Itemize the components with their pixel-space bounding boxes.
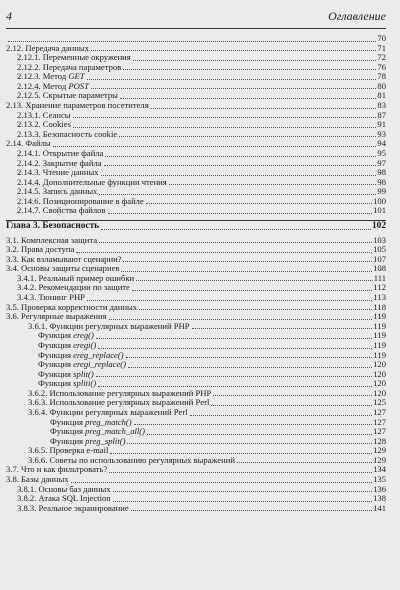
toc-entry-label: 3.3. Как взламывают сценарии? (6, 253, 122, 264)
dot-leader (101, 174, 377, 176)
dot-leader (53, 145, 377, 147)
dot-leader (8, 40, 376, 42)
toc-page-number: 107 (373, 253, 386, 264)
dot-leader (119, 135, 376, 137)
toc-entry-label: 3.6.1. Функции регулярных выражений PHP (28, 320, 190, 331)
toc-page-number: 120 (373, 359, 386, 370)
toc-entry-label: 3.8.1. Основы баз данных (17, 483, 111, 494)
dot-leader (211, 404, 372, 406)
toc-chapter-entry[interactable] (6, 222, 386, 232)
toc-entry-label: 3.6. Регулярные выражения (6, 311, 107, 322)
toc-entry-label: 3.6.4. Функции регулярных выражений Perl (28, 406, 188, 417)
page-number: 4 (6, 9, 12, 23)
toc-page-number: 108 (373, 263, 386, 274)
dot-leader (99, 193, 376, 195)
toc-page-number: 95 (377, 147, 386, 158)
toc-page-number: 112 (373, 282, 386, 293)
toc-entry-label: 3.4.3. Тюнинг PHP (17, 292, 85, 303)
dot-leader (96, 337, 373, 339)
toc-entry-label: 3.6.6. Советы по использованию регулярных выражений (28, 454, 235, 465)
toc-entry-label: 2.14.5. Запись данных (17, 186, 98, 197)
toc-entry-label: 2.13.3. Безопасность cookie (17, 128, 118, 139)
toc-page-number: 78 (377, 71, 386, 82)
toc-entry-label: 3.7. Что и как фильтровать? (6, 464, 108, 475)
dot-leader (96, 375, 372, 377)
dot-leader (87, 78, 377, 80)
toc-entry[interactable] (6, 130, 386, 140)
toc-page-number: 97 (377, 157, 386, 168)
toc-entry-label: Функция preg_match_all() (50, 426, 145, 437)
dot-leader (76, 251, 372, 253)
toc-entry-label: 2.14. Файлы (6, 138, 51, 149)
dot-leader (110, 452, 372, 454)
toc-entry[interactable] (6, 504, 386, 514)
toc-page-number: 101 (373, 205, 386, 216)
toc-page-number: 70 (377, 33, 386, 43)
toc-page-number: 119 (373, 339, 386, 350)
toc-page-number: 135 (373, 474, 386, 485)
toc-entry-label: 3.4. Основы защиты сценариев (6, 263, 120, 274)
toc-page-number: 72 (377, 52, 386, 63)
toc-entry-label: 2.12.4. Метод POST (17, 80, 89, 91)
toc-entry-label: 2.12.5. Скрытые параметры (17, 90, 118, 101)
toc-entry-label: Функция split() (38, 368, 94, 379)
dot-leader (104, 164, 377, 166)
toc-page-number: 120 (373, 378, 386, 389)
toc-entry-label: 3.8.2. Атака SQL Injection (17, 493, 111, 504)
dot-leader (108, 212, 373, 214)
toc-entry[interactable] (6, 206, 386, 216)
toc-page-number: 134 (373, 464, 386, 475)
toc-entry-label: 2.12.2. Передача параметров (17, 61, 122, 72)
toc-entry-label: Функция ereg_replace() (38, 349, 124, 360)
toc-page-number: 100 (373, 195, 386, 206)
toc-page-number: 119 (373, 320, 386, 331)
dot-leader (133, 59, 377, 61)
dot-leader (192, 327, 373, 329)
toc-entry-label: 3.8.3. Реальное экранирование (17, 502, 129, 513)
toc-page-number: 136 (373, 483, 386, 494)
toc-entry-label: 3.8. Базы данных (6, 474, 69, 485)
toc-page-number: 113 (373, 292, 386, 303)
toc-page-number: 91 (377, 119, 386, 130)
toc-page-number: 87 (377, 109, 386, 120)
dot-leader (73, 126, 376, 128)
toc-page-number: 102 (371, 220, 386, 231)
toc-page-number: 118 (373, 301, 386, 312)
toc-page-number: 93 (377, 128, 386, 139)
dot-leader (151, 107, 377, 109)
dot-leader (126, 356, 373, 358)
toc-entry-label: Глава 3. Безопасность (6, 220, 100, 231)
toc-entry-label: Функция ereg() (38, 330, 94, 341)
toc-page-number: 99 (377, 186, 386, 197)
toc-entry-label: Функция preg_match() (50, 416, 132, 427)
toc-entry-label: 2.14.3. Чтение данных (17, 167, 99, 178)
toc-page-number: 111 (373, 272, 386, 283)
dot-leader (121, 270, 372, 272)
toc-page-number: 138 (373, 493, 386, 504)
toc-page-number: 127 (373, 406, 386, 417)
toc-page-number: 80 (377, 80, 386, 91)
toc-entry-label: Функция preg_split() (50, 435, 126, 446)
toc-page-number: 125 (373, 397, 386, 408)
dot-leader (73, 116, 377, 118)
toc-page-number: 76 (377, 61, 386, 72)
dot-leader (113, 500, 373, 502)
toc-page-number: 83 (377, 100, 386, 111)
toc-entry-label: 2.14.4. Дополнительные функции чтения (17, 176, 167, 187)
dot-leader (146, 202, 372, 204)
dot-leader (134, 423, 372, 425)
toc-page-number: 81 (377, 90, 386, 101)
toc-page-number: 129 (373, 445, 386, 456)
dot-leader (105, 155, 376, 157)
toc-entry-label: Функция eregi_replace() (38, 359, 126, 370)
toc-page-number: 119 (373, 330, 386, 341)
toc-entry-label: Функция eregi() (38, 339, 97, 350)
dot-leader (99, 241, 372, 243)
dot-leader (131, 509, 372, 511)
toc-page-number: 119 (373, 349, 386, 360)
toc-entry-label: 3.5. Проверка корректности данных (6, 301, 138, 312)
dot-leader (237, 461, 372, 463)
toc-entry-label: Функция spliti() (38, 378, 97, 389)
toc-page-number: 129 (373, 454, 386, 465)
toc-entry-label: 3.2. Права доступа (6, 244, 75, 255)
toc-entry-label: 2.14.1. Открытие файла (17, 147, 104, 158)
dot-leader (128, 366, 372, 368)
dot-leader (139, 308, 372, 310)
toc-entry-label: 2.13. Хранение параметров посетителя (6, 100, 149, 111)
dot-leader (109, 318, 373, 320)
dot-leader (91, 87, 377, 89)
dot-leader (123, 260, 372, 262)
dot-leader (169, 183, 377, 185)
toc-entry-label: 2.13.2. Cookies (17, 119, 71, 130)
toc-page-number: 103 (373, 234, 386, 245)
dot-leader (136, 279, 373, 281)
dot-leader (120, 97, 376, 99)
toc-page-number: 94 (377, 138, 386, 149)
running-head-title: Оглавление (328, 9, 386, 23)
dot-leader (213, 394, 372, 396)
table-of-contents (6, 34, 386, 513)
dot-leader (147, 433, 372, 435)
toc-entry-label: 3.6.3. Использование регулярных выражений Perl (28, 397, 210, 408)
toc-page-number: 98 (377, 176, 386, 187)
toc-entry-label: 3.6.2. Использование регулярных выражений PHP (28, 387, 212, 398)
toc-page-number: 71 (377, 42, 386, 53)
dot-leader (87, 299, 372, 301)
page-header (6, 4, 386, 29)
toc-entry-label: 2.14.6. Позиционирование в файле (17, 195, 144, 206)
toc-page-number: 141 (373, 502, 386, 513)
toc-page-number: 128 (373, 435, 386, 446)
dot-leader (190, 414, 373, 416)
dot-leader (71, 481, 373, 483)
dot-leader (91, 49, 376, 51)
toc-page-number: 127 (373, 426, 386, 437)
dot-leader (113, 490, 373, 492)
toc-entry-label: 3.6.5. Проверка e-mail (28, 445, 109, 456)
dot-leader (127, 442, 372, 444)
toc-entry-label: 2.14.2. Закрытие файла (17, 157, 102, 168)
toc-entry-label: 2.12. Передача данных (6, 42, 89, 53)
toc-page-number: 120 (373, 368, 386, 379)
toc-entry-label: 3.1. Комплексная защита (6, 234, 98, 245)
toc-page-number: 119 (373, 311, 386, 322)
dot-leader (101, 228, 371, 230)
toc-page-number: 127 (373, 416, 386, 427)
toc-entry-label: 2.14.7. Свойства файлов (17, 205, 106, 216)
toc-page-number: 105 (373, 244, 386, 255)
toc-entry-label: 2.12.1. Переменные окружения (17, 52, 131, 63)
toc-entry-label: 3.4.2. Рекомендации по защите (17, 282, 130, 293)
dot-leader (109, 471, 372, 473)
toc-page-number: 120 (373, 387, 386, 398)
toc-page-number: 98 (377, 167, 386, 178)
toc-entry-label: 2.12.3. Метод GET (17, 71, 85, 82)
toc-entry-label: 2.13.1. Сеансы (17, 109, 71, 120)
dot-leader (123, 68, 376, 70)
toc-entry-label: 3.4.1. Реальный пример ошибки (17, 272, 135, 283)
dot-leader (132, 289, 373, 291)
dot-leader (98, 385, 372, 387)
dot-leader (98, 347, 372, 349)
